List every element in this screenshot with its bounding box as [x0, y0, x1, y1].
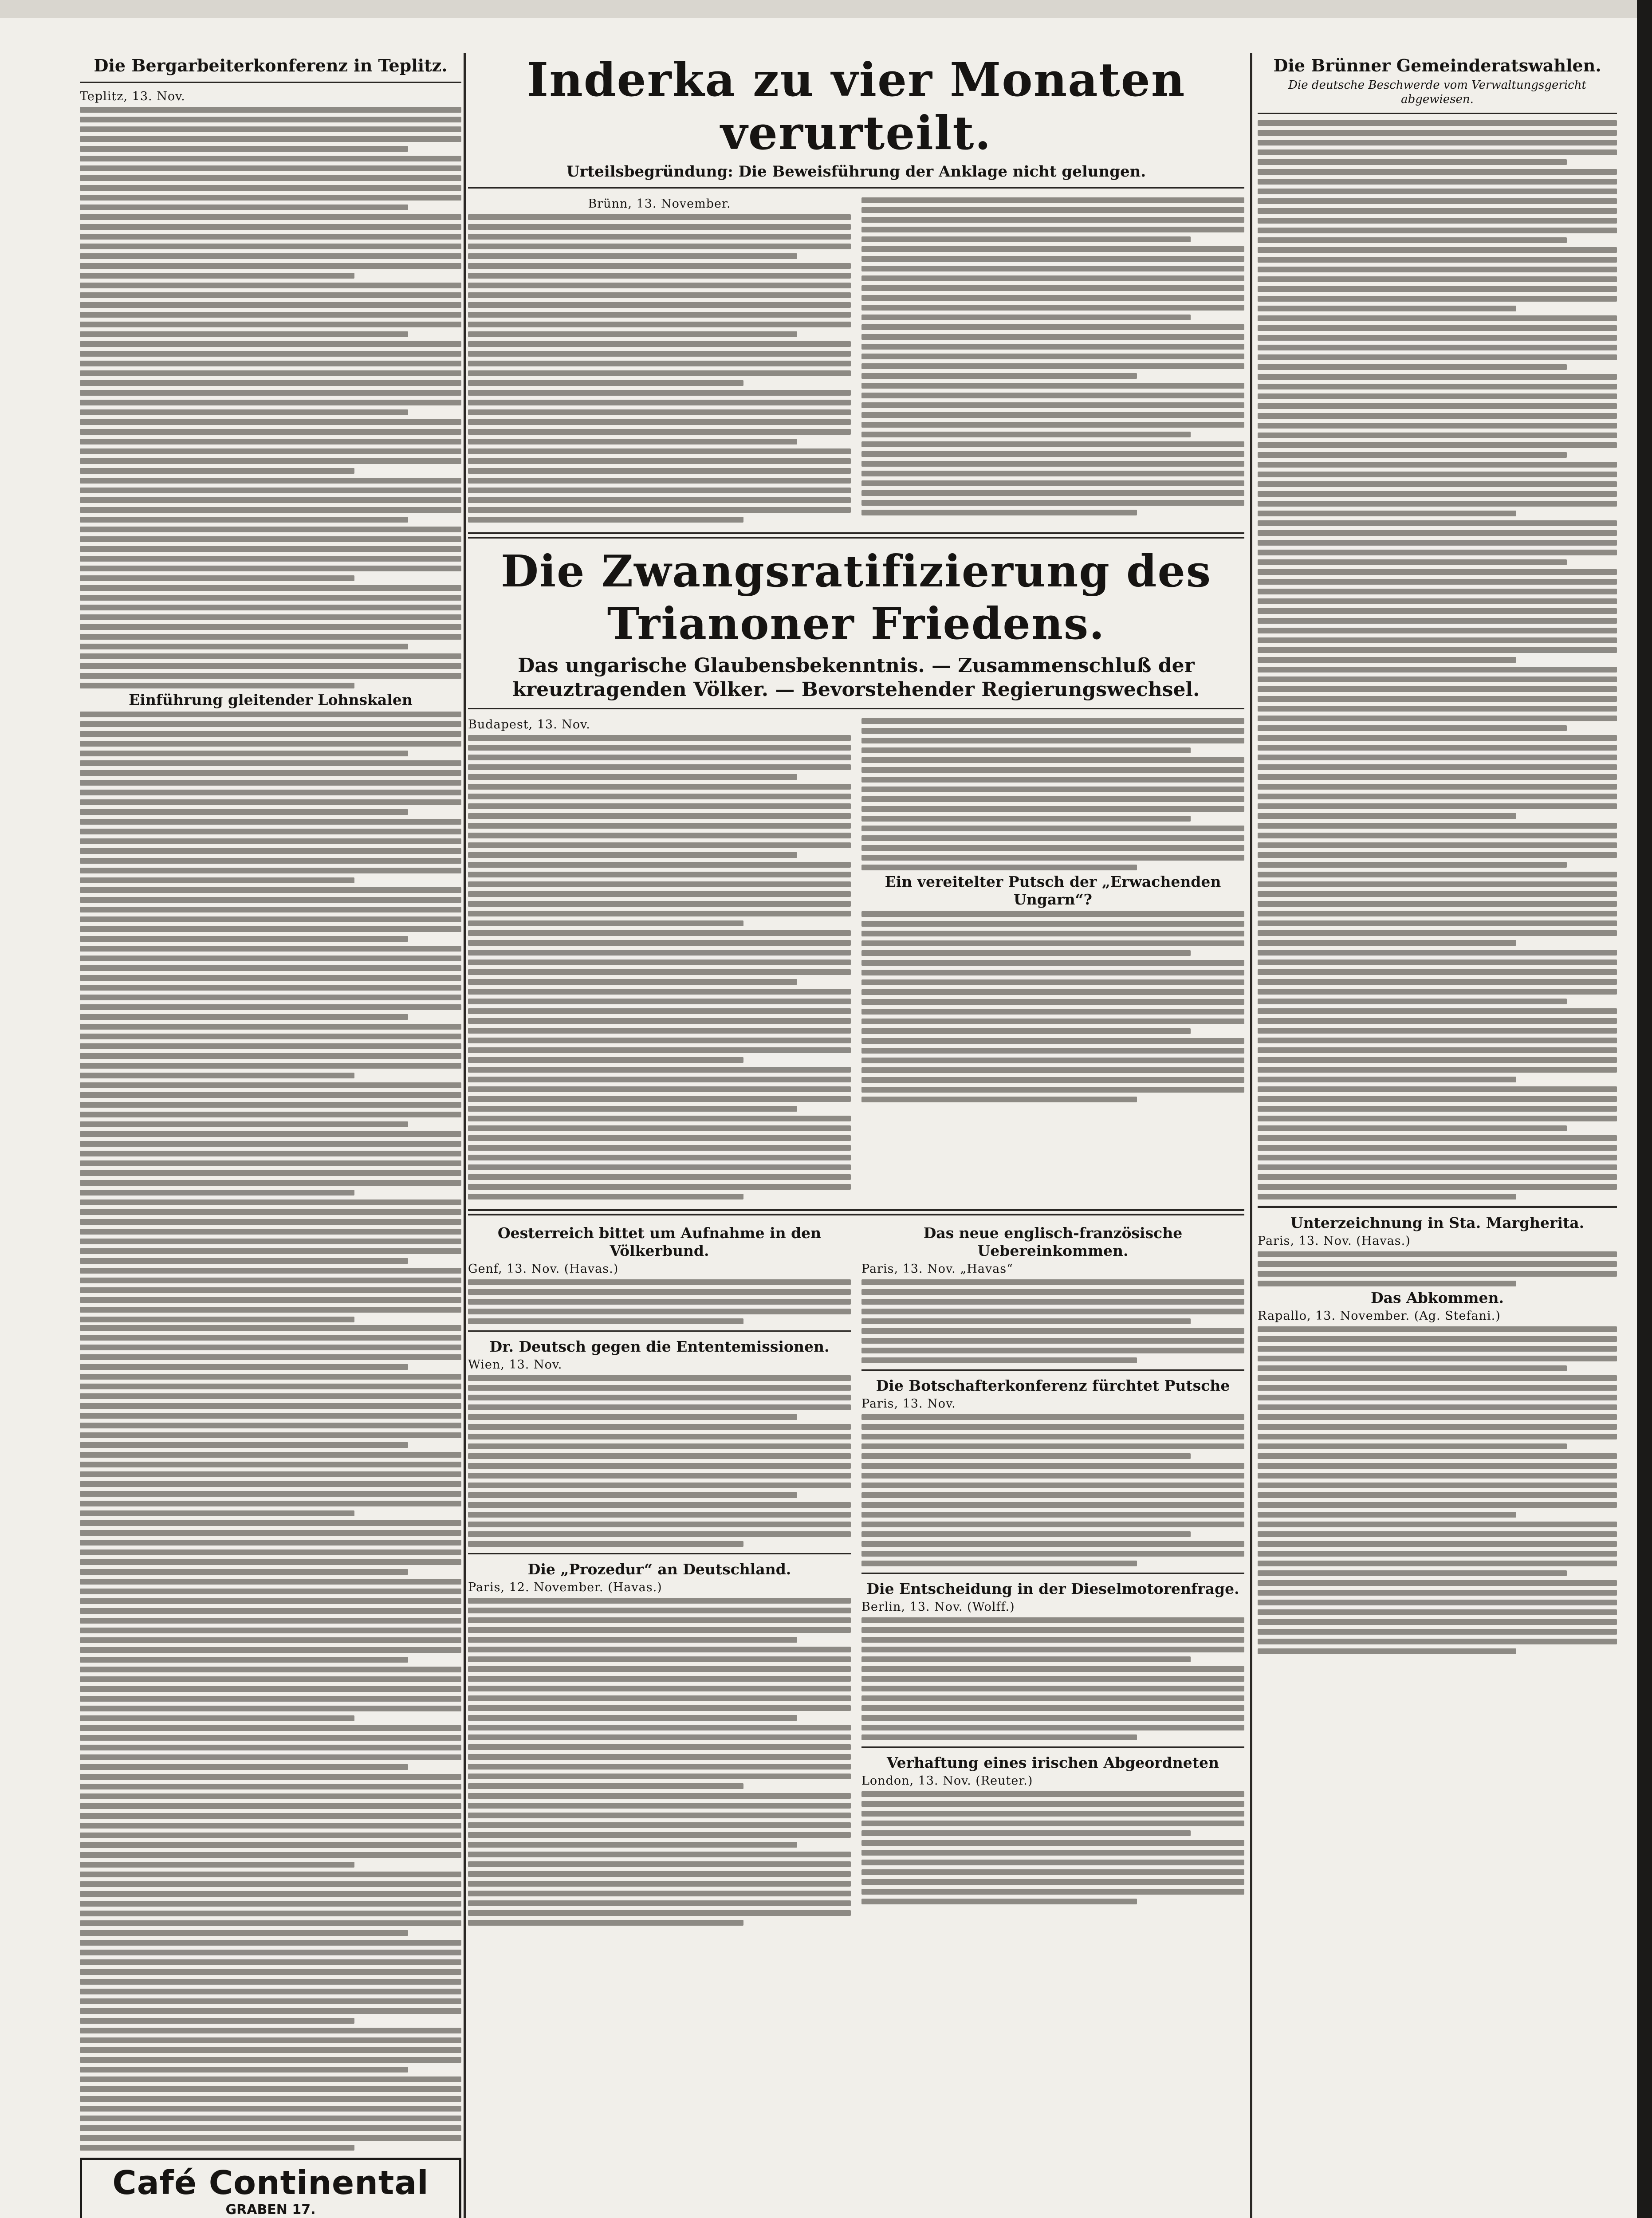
- article-body: [468, 214, 851, 523]
- article-body: [861, 718, 1244, 870]
- column-right: [1258, 53, 1617, 2218]
- headline-deutsch: Dr. Deutsch gegen die Ententemissionen.: [489, 1338, 830, 1355]
- lower-news: [468, 1223, 1244, 1928]
- dateline: Paris, 12. November. (Havas.): [468, 1581, 662, 1594]
- column-left: [80, 53, 461, 2218]
- headline-brueenner-wahlen: Die Brünner Gemeinderatswahlen.: [1273, 55, 1601, 75]
- article-body: [861, 1617, 1244, 1740]
- subheadline-inderka: Urteilsbegründung: Die Beweisführung der Anklage nicht gelungen.: [566, 163, 1146, 181]
- article-body: [861, 197, 1244, 515]
- dateline: Paris, 13. Nov. (Havas.): [1258, 1234, 1411, 1248]
- subhead-lohnskalen: Einführung gleitender Lohnskalen: [129, 691, 413, 708]
- headline-bergarbeiterkonferenz: Die Bergarbeiterkonferenz in Teplitz.: [94, 55, 448, 75]
- dateline: Brünn, 13. November.: [588, 197, 731, 211]
- column-center: [468, 53, 1244, 2218]
- headline-diesel: Die Entscheidung in der Dieselmotorenfrage.: [866, 1580, 1239, 1597]
- dateline: Paris, 13. Nov. „Havas“: [861, 1262, 1013, 1276]
- divider: [861, 1369, 1244, 1371]
- headline-abkommen: Das Abkommen.: [1371, 1289, 1504, 1306]
- divider: [468, 187, 1244, 189]
- dateline: Budapest, 13. Nov.: [468, 718, 590, 731]
- ad-title: Café Continental: [112, 2164, 429, 2202]
- divider: [1258, 1206, 1617, 1208]
- article-body: [468, 1598, 851, 1926]
- column-rule: [1250, 53, 1252, 2218]
- dateline: Genf, 13. Nov. (Havas.): [468, 1262, 619, 1276]
- article-body: [80, 712, 461, 1322]
- article-body: [861, 911, 1244, 1102]
- headline-uebereinkommen: Das neue englisch-französische Uebereinkommen.: [923, 1224, 1183, 1259]
- article-body: [468, 1279, 851, 1324]
- column-rule: [464, 53, 466, 2218]
- article-body: [1258, 1326, 1617, 1654]
- article-body: [861, 1414, 1244, 1566]
- divider: [861, 1746, 1244, 1748]
- headline-oesterreich: Oesterreich bittet um Aufnahme in den Völkerbund.: [497, 1224, 822, 1259]
- divider: [861, 1573, 1244, 1574]
- divider: [468, 1330, 851, 1332]
- trianon-article: [468, 716, 1244, 1202]
- headline-trianon: Die Zwangsratifizierung des Trianoner Friedens.: [500, 546, 1212, 649]
- article-body: [861, 1279, 1244, 1363]
- advertisement-cafe-continental: [80, 2158, 461, 2218]
- dateline: Berlin, 13. Nov. (Wolff.): [861, 1600, 1015, 1614]
- dateline: London, 13. Nov. (Reuter.): [861, 1774, 1033, 1788]
- scan-edge-top: [0, 0, 1652, 18]
- dateline: Teplitz, 13. Nov.: [80, 90, 185, 103]
- ad-address: GRABEN 17.: [225, 2202, 316, 2218]
- article-body: [1258, 120, 1617, 1199]
- article-body: [861, 1791, 1244, 1904]
- headline-irish: Verhaftung eines irischen Abgeordneten: [887, 1754, 1219, 1771]
- divider: [1258, 113, 1617, 114]
- headline-prozedur: Die „Prozedur“ an Deutschland.: [527, 1561, 791, 1578]
- deck-trianon: Das ungarische Glaubensbekenntnis. — Zusammenschluß der kreuztragenden Völker. — Bevorstehender Regierungswechsel.: [512, 654, 1200, 701]
- divider: [468, 1553, 851, 1554]
- headline-inderka: Inderka zu vier Monaten verurteilt.: [527, 53, 1186, 160]
- article-body: [468, 1375, 851, 1547]
- headline-botschafterkonferenz: Die Botschafterkonferenz fürchtet Putsche: [876, 1377, 1230, 1394]
- article-body: [468, 735, 851, 1199]
- subheadline-brueenner: Die deutsche Beschwerde vom Verwaltungsgericht abgewiesen.: [1288, 79, 1586, 106]
- dateline: Wien, 13. Nov.: [468, 1358, 562, 1372]
- article-body: [80, 107, 461, 688]
- divider: [80, 82, 461, 83]
- dateline: Rapallo, 13. November. (Ag. Stefani.): [1258, 1309, 1501, 1323]
- headline-margherita: Unterzeichnung in Sta. Margherita.: [1290, 1214, 1585, 1231]
- inderka-article: [468, 195, 1244, 525]
- double-rule: [468, 532, 1244, 539]
- resolution-text: [80, 1325, 461, 2151]
- scan-edge-right: [1637, 0, 1652, 2218]
- headline-putsch: Ein vereitelter Putsch der „Erwachenden Ungarn“?: [885, 873, 1221, 908]
- dateline: Paris, 13. Nov.: [861, 1397, 956, 1411]
- double-rule: [468, 1209, 1244, 1215]
- article-body: [1258, 1251, 1617, 1286]
- divider: [468, 708, 1244, 709]
